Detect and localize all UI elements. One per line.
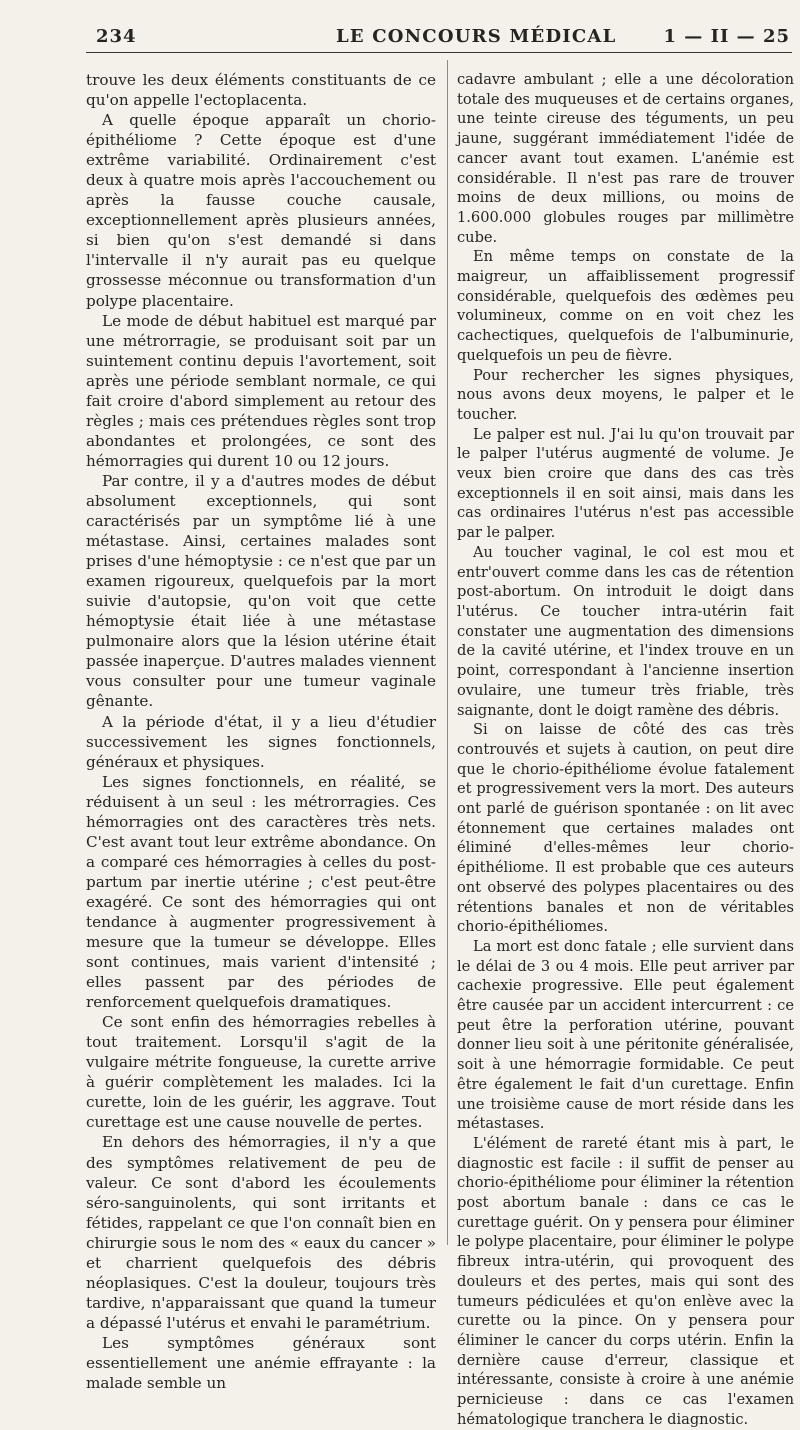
left-column — [86, 70, 436, 1393]
paragraph: Le mode de début habituel est marqué par une métrorragie, se produisant soit par un suintement continu depuis l'avortement, soit après une période semblant normale, ce qui fait croire d'abord simplement au retour des règles ; mais ces prétendues règles sont trop abondantes et prolongées, ce sont des hémorragies qui durent 10 ou 12 jours. — [86, 311, 436, 470]
paragraph: Ce sont enfin des hémorragies rebelles à tout traitement. Lorsqu'il s'agit de la vulgaire métrite fongueuse, la curette arrive à guérir complètement les malades. Ici la curette, loin de les guérir, les aggrave. Tout curettage est une cause nouvelle de pertes. — [86, 1013, 436, 1132]
journal-title: LE CONCOURS MÉDICAL — [336, 26, 617, 47]
paragraph: Les symptômes généraux sont essentiellement une anémie effrayante : la malade semble un — [86, 1333, 436, 1393]
paragraph: En même temps on constate de la maigreur, un affaiblissement progressif considérable, quelquefois des œdèmes peu volumineux, comme on en voit chez les cachectiques, quelquefois de l'albuminurie, quelquefois un peu de fièvre. — [457, 248, 794, 364]
column-divider — [447, 60, 448, 1245]
right-column — [457, 70, 794, 1428]
paragraph: Les signes fonctionnels, en réalité, se réduisent à un seul : les métrorragies. Ces hémorragies ont des caractères très nets. C'est avant tout leur extrême abondance. On a comparé ces hémorragies à celles du post-partum par inertie utérine ; c'est peut-être exagéré. Ce sont des hémorragies qui ont tendance à augmenter progressivement à mesure que la tumeur se développe. Elles sont continues, mais varient d'intensité ; elles passent par des périodes de renforcement quelquefois dramatiques. — [86, 772, 436, 1012]
paragraph: En dehors des hémorragies, il n'y a que des symptômes relativement de peu de valeur. Ce sont d'abord les écoulements séro-sanguinolents, qui sont irritants et fétides, rappelant ce que l'on connaît bien en chirurgie sous le nom des « eaux du cancer » et charrient quelquefois des débris néoplasiques. C'est la douleur, toujours très tardive, n'apparaissant que quand la tumeur a dépassé l'utérus et envahi le paramétrium. — [86, 1133, 436, 1332]
paragraph: cadavre ambulant ; elle a une décoloration totale des muqueuses et de certains organes, une teinte cireuse des téguments, un peu jaune, suggérant immédiatement l'idée de cancer avant tout examen. L'anémie est considérable. Il n'est pas rare de trouver moins de deux millions, ou moins de 1.600.000 globules rouges par millimètre cube. — [457, 71, 794, 246]
paragraph: Le palper est nul. J'ai lu qu'on trouvait par le palper l'utérus augmenté de volume. Je veux bien croire que dans des cas très exceptionnels il en soit ainsi, mais dans les cas ordinaires l'utérus n'est pas accessible par le palper. — [457, 425, 794, 542]
paragraph: La mort est donc fatale ; elle survient dans le délai de 3 ou 4 mois. Elle peut arriver par cachexie progressive. Elle peut également être causée par un accident intercurrent : ce peut être la perforation utérine, pouvant donner lieu soit à une péritonite généralisée, soit à une hémorragie formidable. Ce peut être également le fait d'un curettage. Enfin une troisième cause de mort réside dans les métastases. — [457, 937, 794, 1133]
page-number: 234 — [96, 26, 137, 47]
page-header — [88, 22, 790, 52]
paragraph: L'élément de rareté étant mis à part, le diagnostic est facile : il suffit de penser au chorio-épithéliome pour éliminer la rétention post abortum banale : dans ce cas le curettage guérit. On y pensera pour éliminer le polype placentaire, pour éliminer le polype fibreux intra-utérin, qui provoquent des douleurs et des pertes, mais qui sont des tumeurs pédiculées et qu'on enlève avec la curette ou la pince. On y pensera pour éliminer le cancer du corps utérin. Enfin la dernière cause d'erreur, classique et intéressante, consiste à croire à une anémie pernicieuse : dans ce cas l'examen hématologique tranchera le diagnostic. — [457, 1134, 794, 1428]
paragraph: Si on laisse de côté des cas très controuvés et sujets à caution, on peut dire que le chorio-épithéliome évolue fatalement et progressivement vers la mort. Des auteurs ont parlé de guérison spontanée : on lit avec étonnement que certaines malades ont éliminé d'elles-mêmes leur chorio-épithéliome. Il est probable que ces auteurs ont observé des polypes placentaires ou des rétentions banales et non de véritables chorio-épithéliomes. — [457, 721, 794, 936]
paragraph: Au toucher vaginal, le col est mou et entr'ouvert comme dans les cas de rétention post-abortum. On introduit le doigt dans l'utérus. Ce toucher intra-utérin fait constater une augmentation des dimensions de la cavité utérine, et l'index trouve en un point, correspondant à l'ancienne insertion ovulaire, une tumeur très friable, très saignante, dont le doigt ramène des débris. — [457, 543, 794, 719]
paragraph: trouve les deux éléments constituants de ce qu'on appelle l'ectoplacenta. — [86, 71, 436, 110]
paragraph: Par contre, il y a d'autres modes de début absolument exceptionnels, qui sont caractérisés par un symptôme lié à une métastase. Ainsi, certaines malades sont prises d'une hémoptysie : ce n'est que par un examen rigoureux, quelquefois par la mort suivie d'autopsie, qu'on voit que cette hémoptysie était liée à une métastase pulmonaire alors que la lésion utérine était passée inaperçue. D'autres malades viennent vous consulter pour une tumeur vaginale gênante. — [86, 471, 436, 711]
paragraph: Pour rechercher les signes physiques, nous avons deux moyens, le palper et le toucher. — [457, 366, 794, 423]
header-rule — [86, 52, 792, 53]
paragraph: A la période d'état, il y a lieu d'étudier successivement les signes fonctionnels, généraux et physiques. — [86, 712, 436, 771]
paragraph: A quelle époque apparaît un chorio-épithéliome ? Cette époque est d'une extrême variabilité. Ordinairement c'est deux à quatre mois après l'accouchement ou après la fausse couche causale, exceptionnellement après plusieurs années, si bien qu'on s'est demandé si dans l'intervalle il n'y aurait pas eu quelque grossesse méconnue ou transformation d'un polype placentaire. — [86, 111, 436, 310]
issue-date: 1 — II — 25 — [663, 26, 790, 47]
